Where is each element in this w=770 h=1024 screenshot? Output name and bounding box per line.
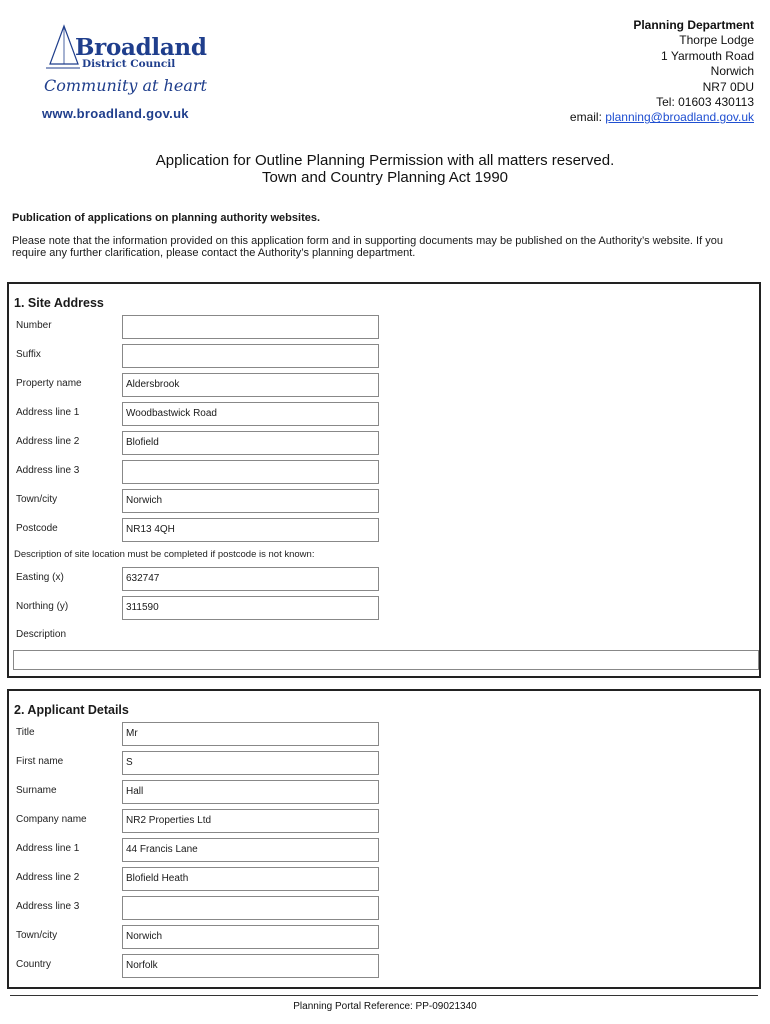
form-row: [9, 567, 759, 591]
address-line3-field[interactable]: [122, 896, 379, 920]
section-title: 1. Site Address: [14, 296, 104, 310]
surname-field[interactable]: Hall: [122, 780, 379, 804]
town-city-field[interactable]: Norwich: [122, 925, 379, 949]
field-label: Address line 2: [16, 872, 80, 883]
form-row: [9, 809, 759, 833]
property-name-field[interactable]: Aldersbrook: [122, 373, 379, 397]
location-note: Description of site location must be completed if postcode is not known:: [14, 549, 315, 560]
form-row: [9, 722, 759, 746]
field-label: Postcode: [16, 523, 58, 534]
field-label: Surname: [16, 785, 57, 796]
field-label: Address line 3: [16, 465, 80, 476]
field-label: Country: [16, 959, 52, 970]
form-row: [9, 344, 759, 368]
footer-divider: [10, 995, 758, 996]
site-address-section: [7, 282, 761, 678]
form-row: [9, 838, 759, 862]
form-row: [9, 315, 759, 339]
number-field[interactable]: [122, 315, 379, 339]
field-label: Easting (x): [16, 572, 64, 583]
form-row: [9, 896, 759, 920]
logo-tagline: Community at heart: [44, 76, 207, 95]
email-link[interactable]: planning@broadland.gov.uk: [605, 110, 754, 125]
field-label: Company name: [16, 814, 87, 825]
field-label: Title: [16, 727, 35, 738]
section-title: 2. Applicant Details: [14, 703, 129, 717]
department-name: Planning Department: [633, 18, 754, 32]
description-label: Description: [16, 629, 67, 640]
field-label: Town/city: [16, 930, 58, 941]
form-row: [9, 402, 759, 426]
form-row: [9, 431, 759, 455]
field-label: Address line 1: [16, 407, 80, 418]
suffix-field[interactable]: [122, 344, 379, 368]
town-city-field[interactable]: Norwich: [122, 489, 379, 513]
form-row: [9, 489, 759, 513]
company-name-field[interactable]: NR2 Properties Ltd: [122, 809, 379, 833]
country-field[interactable]: Norfolk: [122, 954, 379, 978]
address-line2-field[interactable]: Blofield: [122, 431, 379, 455]
field-label: Property name: [16, 378, 82, 389]
description-field[interactable]: [13, 650, 759, 670]
council-logo: [40, 24, 215, 124]
field-label: Address line 3: [16, 901, 80, 912]
contact-address-line1: Thorpe Lodge: [679, 33, 754, 48]
contact-town: Norwich: [710, 64, 754, 79]
easting-field[interactable]: 632747: [122, 567, 379, 591]
field-label: Number: [16, 320, 52, 331]
field-label: Suffix: [16, 349, 41, 360]
email-label: email:: [569, 110, 606, 125]
field-label: Address line 2: [16, 436, 80, 447]
form-row: [9, 596, 759, 620]
form-row: [9, 373, 759, 397]
form-row: [9, 460, 759, 484]
contact-block: [570, 18, 754, 126]
form-row: [9, 867, 759, 891]
form-row: [9, 780, 759, 804]
publication-text: Please note that the information provided on this application form and in supporting documents may be published on the Authority’s website. If you require any further clarification, please contact the Authority’s planning department.: [12, 235, 723, 259]
field-label: Town/city: [16, 494, 58, 505]
northing-field[interactable]: 311590: [122, 596, 379, 620]
address-line1-field[interactable]: Woodbastwick Road: [122, 402, 379, 426]
field-label: Northing (y): [16, 601, 69, 612]
logo-name: Broadland: [75, 34, 207, 61]
first-name-field[interactable]: S: [122, 751, 379, 775]
form-row: [9, 954, 759, 978]
form-row: [9, 751, 759, 775]
publication-heading: Publication of applications on planning authority websites.: [12, 212, 321, 224]
logo-subname: District Council: [82, 58, 176, 70]
form-row: [9, 518, 759, 542]
address-line2-field[interactable]: Blofield Heath: [122, 867, 379, 891]
field-label: Address line 1: [16, 843, 80, 854]
contact-postcode: NR7 0DU: [702, 79, 754, 94]
title-line1: Application for Outline Planning Permission with all matters reserved.: [155, 152, 615, 169]
applicant-details-section: [7, 689, 761, 989]
website-link[interactable]: www.broadland.gov.uk: [42, 106, 189, 121]
document-title: [0, 152, 770, 186]
contact-tel: Tel: 01603 430113: [656, 95, 754, 110]
address-line1-field[interactable]: 44 Francis Lane: [122, 838, 379, 862]
contact-address-line2: 1 Yarmouth Road: [661, 48, 754, 63]
portal-reference: Planning Portal Reference: PP-09021340: [293, 1001, 477, 1012]
postcode-field[interactable]: NR13 4QH: [122, 518, 379, 542]
address-line3-field[interactable]: [122, 460, 379, 484]
title-field[interactable]: Mr: [122, 722, 379, 746]
contact-email-row: [570, 110, 754, 125]
form-row: [9, 925, 759, 949]
field-label: First name: [16, 756, 64, 767]
title-line2: Town and Country Planning Act 1990: [262, 169, 508, 186]
